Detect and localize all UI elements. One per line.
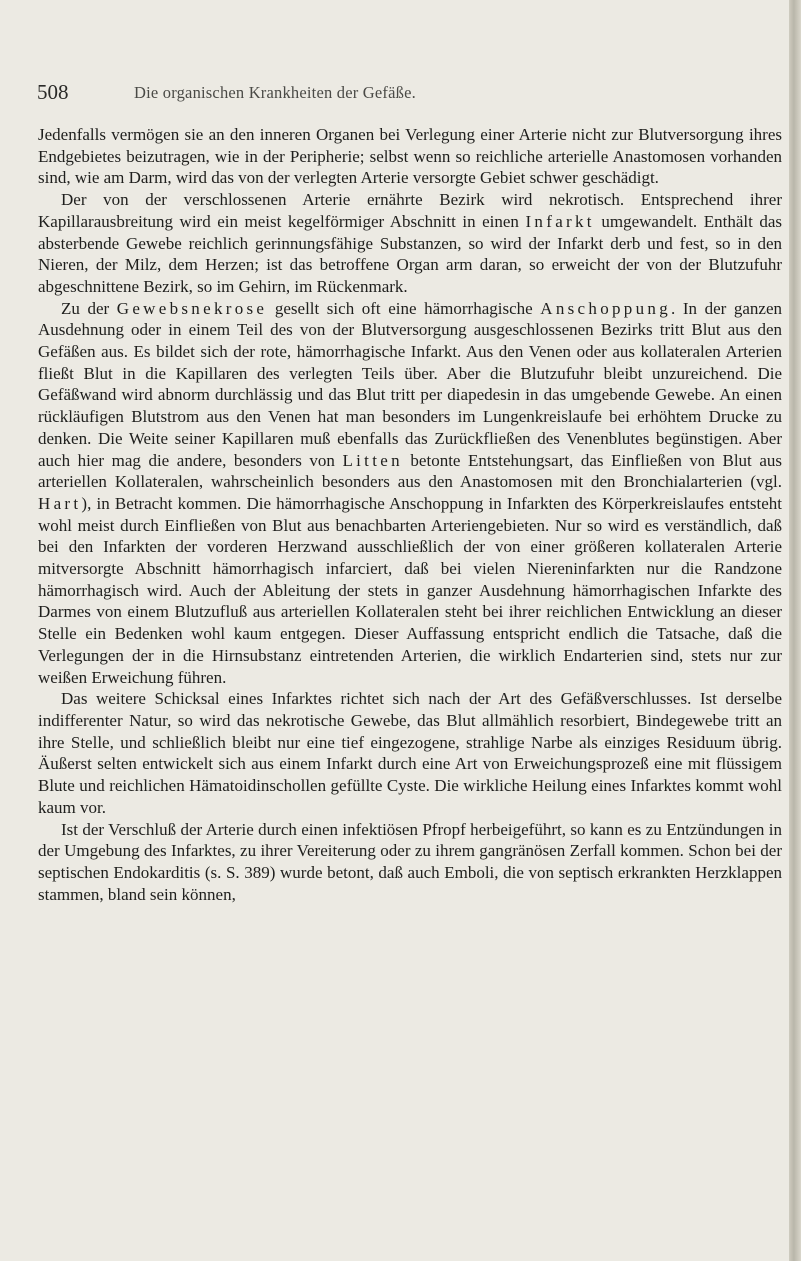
text-run: Ist der Verschluß der Arterie durch einen infektiösen Pfropf herbeigeführt, so kann es zu Entzündungen in der Umgebung des Infarktes, zu ihrer Vereiterung oder zu ihrem gangränösen Zerfall kommen. Schon bei der septischen Endokarditis (s. S. 389) wurde betont, daß auch Emboli, die von septisch erkrankten Herzklappen stammen, bland sein können, bbox=[38, 819, 782, 904]
text-run: umgewandelt. Enthält das absterbende Gewebe reichlich gerinnungsfähige Substanzen, so wird der Infarkt derb und fest, so in den Nieren, der Milz, dem Herzen; ist das betroffene Organ arm daran, so erweicht der von der Blutzufuhr abgeschnittene Bezirk, so im Gehirn, im Rückenmark. bbox=[38, 211, 782, 296]
paragraph bbox=[38, 124, 782, 189]
text-run: . In der ganzen Ausdehnung oder in einem Teil des von der Blutversorgung ausgeschlossenen Bezirks tritt Blut aus den Gefäßen aus. Es bildet sich der rote, hämorrhagische Infarkt. Aus den Venen oder aus kollateralen Arterien fließt Blut in die Kapillaren des verlegten Teils über. Aber die Blutzufuhr bleibt unzureichend. Die Gefäßwand wird abnorm durchlässig und das Blut tritt per diapedesin in das umgebende Gewebe. An einen rückläufigen Blutstrom aus den Venen hat man besonders im Lungenkreislaufe bei erhöhtem Drucke zu denken. Die Weite seiner Kapillaren muß ebenfalls das Zurückfließen des Venenblutes begünstigen. Aber auch hier mag die andere, besonders von bbox=[38, 298, 782, 470]
page-number: 508 bbox=[37, 80, 69, 104]
paragraph bbox=[38, 189, 782, 298]
spaced-term-gewebsnekrose: Gewebsnekrose bbox=[116, 298, 268, 318]
text-run: Der von der verschlossenen Arterie ernährte Bezirk wird nekrotisch. Entsprechend ihrer Kapillarausbreitung wird ein meist kegelförmiger Abschnitt in einen bbox=[38, 190, 782, 231]
paragraph bbox=[38, 298, 782, 689]
text-run: betonte Entstehungsart, das Einfließen von Blut aus arteriellen Kollateralen, wahrscheinlich besonders aus den Anastomosen mit den Bronchialarterien (vgl. bbox=[38, 450, 782, 492]
text-run: Zu der bbox=[61, 298, 117, 318]
paragraph bbox=[38, 819, 782, 906]
text-run: Das weitere Schicksal eines Infarktes richtet sich nach der Art des Gefäßverschlusses. Ist derselbe indifferenter Natur, so wird das nekrotische Gewebe, das Blut allmählich resorbiert, Bindegewebe tritt an ihre Stelle, und schließlich bleibt nur eine tief eingezogene, strahlige Narbe als einziges Residuum übrig. Äußerst selten entwickelt sich aus einem Infarkt durch eine Art von Erweichungsprozeß eine mit flüssigem Blute und reichlichen Hämatoidinschollen gefüllte Cyste. Die wirkliche Heilung eines Infarktes kommt wohl kaum vor. bbox=[38, 689, 782, 817]
body-text bbox=[38, 124, 782, 905]
text-run: gesellt sich oft eine hämorrhagische bbox=[267, 298, 541, 318]
spaced-name-litten: Litten bbox=[342, 450, 403, 470]
text-run: ), in Betracht kommen. Die hämorrhagische Anschoppung in Infarkten des Körperkreislaufes entsteht wohl meist durch Einfließen von Blut aus benachbarten Arteriengebieten. Nur so wird es verständlich, daß bei den Infarkten der vorderen Herzwand ausschließlich der von einer größeren kollateralen Arterie mitversorgte Abschnitt hämorrhagisch infarciert, daß bei vielen Niereninfarkten nur die Randzone hämorrhagisch wird. Auch der Ableitung der stets in ganzer Ausdehnung hämorrhagischen Infarkte des Darmes von einem Blutzufluß aus arteriellen Kollateralen steht bei ihrer reichlichen Entwicklung an dieser Stelle ein Bedenken wohl kaum entgegen. Dieser Auffassung entspricht endlich die Tatsache, daß die Verlegungen der in die Hirnsubstanz eintretenden Arterien, die wirklich Endarterien sind, stets nur zur weißen Erweichung führen. bbox=[38, 493, 782, 687]
running-title: Die organischen Krankheiten der Gefäße. bbox=[134, 83, 416, 102]
spaced-term-infarkt: Infarkt bbox=[525, 211, 595, 231]
page-header bbox=[37, 80, 782, 110]
spaced-term-anschoppung: Anschoppung bbox=[540, 298, 672, 318]
spaced-name-hart: Hart bbox=[38, 493, 82, 513]
text-run: Jedenfalls vermögen sie an den inneren Organen bei Verlegung einer Arterie nicht zur Blutversorgung ihres Endgebietes beizutragen, wie in der Peripherie; selbst wenn so reichliche arterielle Anastomosen vorhanden sind, wie am Darm, wird das von der verlegten Arterie versorgte Gebiet schwer geschädigt. bbox=[38, 125, 782, 188]
paragraph bbox=[38, 688, 782, 818]
page-edge bbox=[789, 0, 801, 1261]
